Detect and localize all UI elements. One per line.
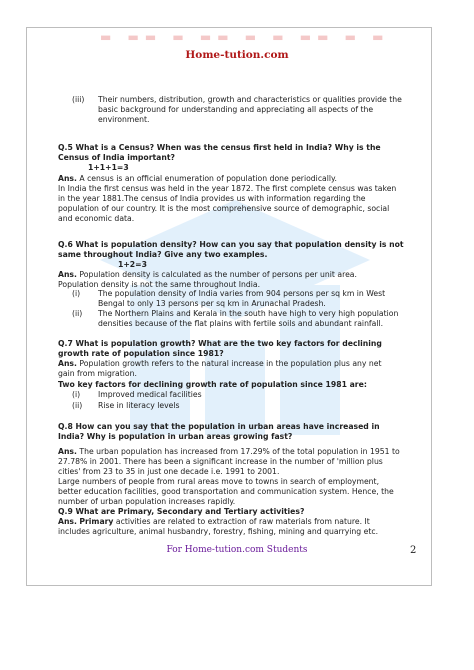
page-number: 2 (410, 545, 417, 556)
q8-answer-line-3: cities' from 23 to 35 in just one decade i.e. 1991 to 2001. (58, 467, 280, 476)
q6-marks: 1+2=3 (118, 260, 147, 269)
q5-answer-line-4: population of our country. It is the most comprehensive source of demographic, social (58, 204, 390, 213)
q7-item-i: Improved medical facilities (98, 390, 202, 399)
q6-line-2: same throughout India? Give any two examples. (58, 250, 268, 259)
list-number: (ii) (72, 309, 83, 318)
q5-answer-line-1: Ans. A census is an official enumeration of population done periodically. (58, 174, 337, 183)
q6-item-i-line-2: Bengal to only 13 persons per sq km in Arunachal Pradesh. (98, 299, 326, 308)
ans-label: Ans. (58, 517, 77, 526)
list-number: (iii) (72, 95, 85, 104)
header-logo-banner: ▬ ▬▬ ▬ ▬▬ ▬ ▬ ▬▬ ▬ ▬ (100, 33, 390, 43)
q6-answer-line-1: Ans. Population density is calculated as the number of persons per unit area. (58, 270, 357, 279)
q7-answer-line-2: gain from migration. (58, 369, 137, 378)
footer-text: For Home-tution.com Students (166, 545, 308, 555)
q5-marks: 1+1+1=3 (88, 163, 129, 172)
header-title: Home-tution.com (185, 49, 289, 61)
q7-key-factors-heading: Two key factors for declining growth rate of population since 1981 are: (58, 380, 367, 389)
q6-item-i-line-1: The population density of India varies from 904 persons per sq km in West (98, 289, 386, 298)
q7-answer-line-1: Ans. Population growth refers to the natural increase in the population plus any net (58, 359, 382, 368)
q7-item-ii: Rise in literacy levels (98, 401, 180, 410)
item-iii-line-1: Their numbers, distribution, growth and characteristics or qualities provide the (98, 95, 402, 104)
item-iii-line-3: environment. (98, 115, 150, 124)
q5-answer-line-2: In India the first census was held in the year 1872. The first complete census was taken (58, 184, 397, 193)
q5-line-2: Census of India important? (58, 153, 175, 162)
q9-answer-line-1: Ans. Primary activities are related to extraction of raw materials from nature. It (58, 517, 370, 526)
q7-line-2: growth rate of population since 1981? (58, 349, 224, 358)
ans-label: Ans. (58, 270, 77, 279)
q7-line-1: Q.7 What is population growth? What are the two key factors for declining (58, 339, 382, 348)
list-number: (i) (72, 289, 81, 298)
q8-line-1: Q.8 How can you say that the population in urban areas have increased in (58, 422, 380, 431)
ans-label: Ans. (58, 447, 77, 456)
q8-answer-line-4: Large numbers of people from rural areas move to towns in search of employment, (58, 477, 380, 486)
item-iii-line-2: basic background for understanding and appreciating all aspects of the (98, 105, 374, 114)
q6-line-1: Q.6 What is population density? How can you say that population density is not (58, 240, 404, 249)
q8-line-2: India? Why is population in urban areas growing fast? (58, 432, 293, 441)
list-number: (ii) (72, 401, 83, 410)
ans-label: Ans. (58, 359, 77, 368)
q8-answer-line-5: better education facilities, good transportation and communication system. Hence, the (58, 487, 394, 496)
q6-item-ii-line-1: The Northern Plains and Kerala in the south have high to very high population (98, 309, 399, 318)
q5-answer-line-5: and economic data. (58, 214, 135, 223)
q8-answer-line-1: Ans. The urban population has increased from 17.29% of the total population in 1951 to (58, 447, 400, 456)
q8-answer-line-6: number of urban population increases rapidly. (58, 497, 236, 506)
ans-label: Ans. (58, 174, 77, 183)
q9-line-1: Q.9 What are Primary, Secondary and Tertiary activities? (58, 507, 305, 516)
q5-line-1: Q.5 What is a Census? When was the census first held in India? Why is the (58, 143, 381, 152)
q9-answer-line-2: includes agriculture, animal husbandry, forestry, fishing, mining and quarrying etc. (58, 527, 379, 536)
q6-answer-line-2: Population density is not the same throughout India. (58, 280, 261, 289)
q6-item-ii-line-2: densities because of the flat plains with fertile soils and abundant rainfall. (98, 319, 384, 328)
q8-answer-line-2: 27.78% in 2001. There has been a significant increase in the number of 'million plus (58, 457, 383, 466)
q5-answer-line-3: in the year 1881.The census of India provides us with information regarding the (58, 194, 366, 203)
list-number: (i) (72, 390, 81, 399)
q9-answer-bold: Primary (79, 517, 114, 526)
